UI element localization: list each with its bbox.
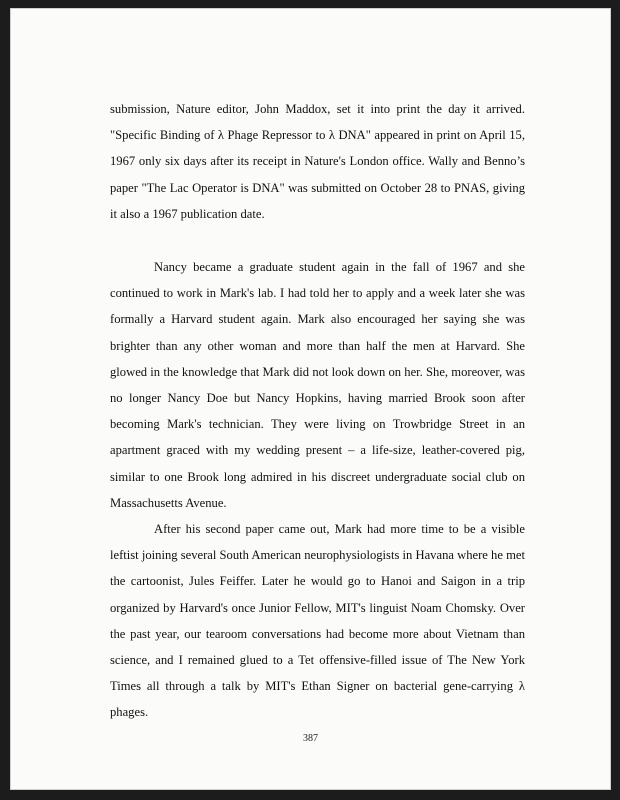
paragraph-1-block [110, 96, 525, 227]
paragraph-3-block [110, 516, 525, 726]
paragraph-2: Nancy became a graduate student again in the fall of 1967 and she continued to work in Mark's lab. I had told her to apply and a week later she was formally a Harvard student again. Mark also encouraged her saying she was brighter than any other woman and more than half the men at Harvard. She glowed in the knowledge that Mark did not look down on her. She, moreover, was no longer Nancy Doe but Nancy Hopkins, having married Brook soon after becoming Mark's technician. They were living on Trowbridge Street in an apartment graced with my wedding present – a life-size, leather-covered pig, similar to one Brook long admired in his discreet undergraduate social club on Massachusetts Avenue. [110, 260, 525, 510]
document-page [10, 8, 611, 790]
paragraph-1: submission, Nature editor, John Maddox, set it into print the day it arrived. "Specific Binding of λ Phage Repressor to λ DNA" appeared in print on April 15, 1967 only six days after its receipt in Nature's London office. Wally and Benno’s paper "The Lac Operator is DNA" was submitted on October 28 to PNAS, giving it also a 1967 publication date. [110, 102, 525, 221]
page-number: 387 [303, 733, 318, 744]
paragraph-3: After his second paper came out, Mark had more time to be a visible leftist joining several South American neurophysiologists in Havana where he met the cartoonist, Jules Feiffer. Later he would go to Hanoi and Saigon in a trip organized by Harvard's once Junior Fellow, MIT's linguist Noam Chomsky. Over the past year, our tearoom conversations had become more about Vietnam than science, and I remained glued to a Tet offensive-filled issue of The New York Times all through a talk by MIT's Ethan Signer on bacterial gene-carrying λ phages. [110, 522, 525, 720]
paragraph-2-block [110, 254, 525, 516]
